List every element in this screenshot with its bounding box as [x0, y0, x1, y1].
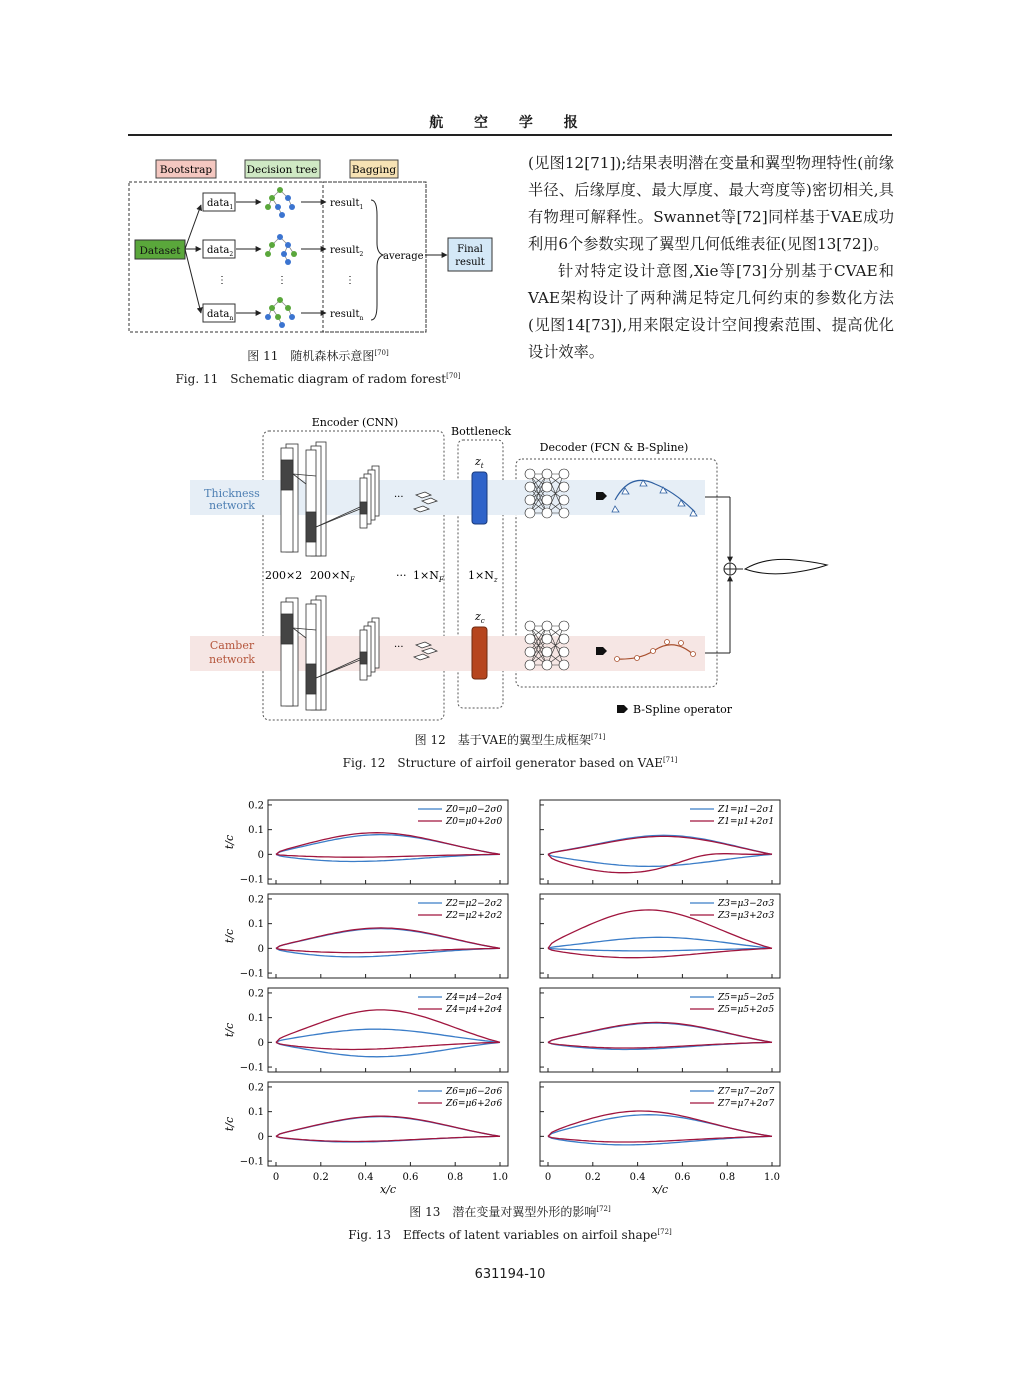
- x-tick-label: 0.8: [719, 1172, 736, 1183]
- dots-mid: ···: [396, 569, 407, 582]
- journal-title: 航 空 学 报: [429, 115, 591, 131]
- camber-latent-bar: [472, 627, 487, 679]
- x-tick-label: 0.2: [312, 1172, 329, 1183]
- body-text-right: [528, 150, 894, 366]
- y-tick-label: −0.1: [239, 874, 264, 886]
- y-tick-label: 0.2: [248, 988, 264, 1000]
- result-label-2: result$_2$: [330, 245, 364, 258]
- y-tick-label: 0: [257, 1037, 264, 1049]
- header-rule: [128, 134, 892, 136]
- y-tick-label: 0.2: [248, 1082, 264, 1094]
- y-tick-label: 0.1: [248, 1013, 264, 1025]
- bagging-label: Bagging: [351, 164, 397, 176]
- x-tick-label: 0.8: [447, 1172, 464, 1183]
- fig11-caption-en: Fig. 11 Schematic diagram of radom forest[70]: [175, 372, 461, 386]
- thickness-label-2: network: [209, 499, 255, 512]
- legend-entry: Z1=μ1+2σ1: [718, 817, 775, 827]
- dim-conv: $200\times N_F$: [310, 569, 355, 584]
- latent-variable-effects-chart: [215, 792, 815, 1202]
- result-label-n: result$_n$: [330, 309, 364, 322]
- decision-tree-n: [265, 297, 295, 328]
- legend-entry: Z4=μ4−2σ4: [446, 993, 503, 1003]
- paragraph-1: (见图12[71]);结果表明潜在变量和翼型物理特性(前缘半径、后缘厚度、最大厚度、最大弯度等)密切相关,具有物理可解释性。Swannet等[72]同样基于VAE成功利用6个参数实现了翼型几何低维表征(见图13[72])。: [528, 154, 894, 253]
- y-tick-label: 0.1: [248, 919, 264, 931]
- dim-input: 200×2: [265, 569, 303, 582]
- legend-entry: Z3=μ3−2σ3: [718, 899, 775, 909]
- decision-tree-1: [265, 187, 295, 218]
- fig11-caption-cn: 图 11 随机森林示意图[70]: [247, 349, 389, 363]
- y-axis-label: t/c: [223, 1116, 236, 1132]
- x-tick-label: 0.6: [402, 1172, 419, 1183]
- y-tick-label: 0.2: [248, 800, 264, 812]
- result-ellipsis: ⋮: [345, 275, 355, 286]
- x-tick-label: 0.6: [674, 1172, 691, 1183]
- legend-entry: Z6=μ6−2σ6: [446, 1087, 503, 1097]
- zc-label: $z_c$: [475, 610, 485, 625]
- fig12-caption-cn: 图 12 基于VAE的翼型生成框架[71]: [414, 733, 606, 747]
- final-result-line1: Final: [457, 244, 483, 255]
- legend-entry: Z1=μ1−2σ1: [718, 805, 775, 815]
- page-number: 631194-10: [474, 1267, 546, 1282]
- dim-flat: $1\times N_F$: [413, 569, 444, 584]
- fig12-caption-en: Fig. 12 Structure of airfoil generator based on VAE[71]: [342, 756, 678, 770]
- camber-label-1: Camber: [209, 639, 255, 652]
- y-tick-label: −0.1: [239, 1062, 264, 1074]
- result-label-1: result$_1$: [330, 198, 364, 211]
- y-tick-label: −0.1: [239, 1156, 264, 1168]
- y-axis-label: t/c: [223, 834, 236, 850]
- y-tick-label: 0: [257, 849, 264, 861]
- thickness-dots: ···: [394, 492, 404, 503]
- x-tick-label: 0.2: [584, 1172, 601, 1183]
- legend-entry: Z5=μ5+2σ5: [718, 1005, 775, 1015]
- encoder-title: Encoder (CNN): [311, 416, 399, 429]
- legend-entry: Z2=μ2+2σ2: [446, 911, 503, 921]
- y-tick-label: 0.1: [248, 1107, 264, 1119]
- legend-entry: Z7=μ7−2σ7: [718, 1087, 775, 1097]
- thickness-latent-bar: [472, 472, 487, 524]
- decision-tree-label: Decision tree: [246, 164, 318, 176]
- y-axis-label: t/c: [223, 928, 236, 944]
- x-axis-label: x/c: [379, 1183, 397, 1196]
- dim-latent: $1\times N_z$: [468, 569, 498, 584]
- camber-label-2: network: [209, 653, 255, 666]
- legend-entry: Z3=μ3+2σ3: [718, 911, 775, 921]
- decoder-title: Decoder (FCN & B-Spline): [539, 441, 689, 454]
- y-tick-label: 0.2: [248, 894, 264, 906]
- legend-entry: Z0=μ0−2σ0: [446, 805, 503, 815]
- fig13-caption-cn: 图 13 潜在变量对翼型外形的影响[72]: [409, 1205, 611, 1219]
- thickness-label-1: Thickness: [204, 487, 260, 500]
- tree-ellipsis: ⋮: [277, 275, 287, 286]
- fig13-caption-en: Fig. 13 Effects of latent variables on airfoil shape[72]: [348, 1228, 672, 1242]
- output-airfoil: [745, 559, 827, 574]
- legend-entry: Z6=μ6+2σ6: [446, 1099, 503, 1109]
- legend-entry: Z4=μ4+2σ4: [446, 1005, 503, 1015]
- legend-entry: Z0=μ0+2σ0: [446, 817, 503, 827]
- x-tick-label: 1.0: [764, 1172, 780, 1183]
- x-tick-label: 0.4: [357, 1172, 374, 1183]
- bspline-legend-icon: [617, 705, 628, 713]
- bootstrap-label: Bootstrap: [159, 164, 213, 176]
- data-label-1: data$_1$: [207, 198, 234, 211]
- camber-dots: ···: [394, 642, 404, 653]
- vae-framework-diagram: [185, 412, 835, 722]
- paragraph-2: 针对特定设计意图,Xie等[73]分别基于CVAE和VAE架构设计了两种满足特定几何约束的参数化方法(见图14[73]),用来限定设计空间搜索范围、提高优化设计效率。: [528, 262, 894, 361]
- x-tick-label: 0.4: [629, 1172, 646, 1183]
- x-tick-label: 1.0: [492, 1172, 508, 1183]
- x-axis-label: x/c: [651, 1183, 669, 1196]
- bspline-legend-label: B-Spline operator: [633, 703, 732, 716]
- decision-tree-2: [265, 234, 297, 265]
- zt-label: $z_t$: [475, 455, 484, 470]
- camber-band: [190, 636, 705, 671]
- legend-entry: Z2=μ2−2σ2: [446, 899, 503, 909]
- result-brace: [371, 200, 383, 320]
- y-tick-label: −0.1: [239, 968, 264, 980]
- y-tick-label: 0: [257, 943, 264, 955]
- average-label: average: [383, 251, 424, 262]
- data-label-2: data$_2$: [207, 245, 234, 258]
- bottleneck-title: Bottleneck: [451, 425, 511, 438]
- data-ellipsis: ⋮: [217, 275, 227, 286]
- y-axis-label: t/c: [223, 1022, 236, 1038]
- dataset-label: Dataset: [139, 245, 181, 257]
- random-forest-diagram: [125, 155, 510, 340]
- legend-entry: Z7=μ7+2σ7: [718, 1099, 775, 1109]
- x-tick-label: 0: [272, 1172, 280, 1183]
- y-tick-label: 0: [257, 1131, 264, 1143]
- legend-entry: Z5=μ5−2σ5: [718, 993, 775, 1003]
- y-tick-label: 0.1: [248, 825, 264, 837]
- data-label-n: data$_n$: [207, 309, 234, 322]
- x-tick-label: 0: [544, 1172, 552, 1183]
- final-result-line2: result: [455, 257, 485, 268]
